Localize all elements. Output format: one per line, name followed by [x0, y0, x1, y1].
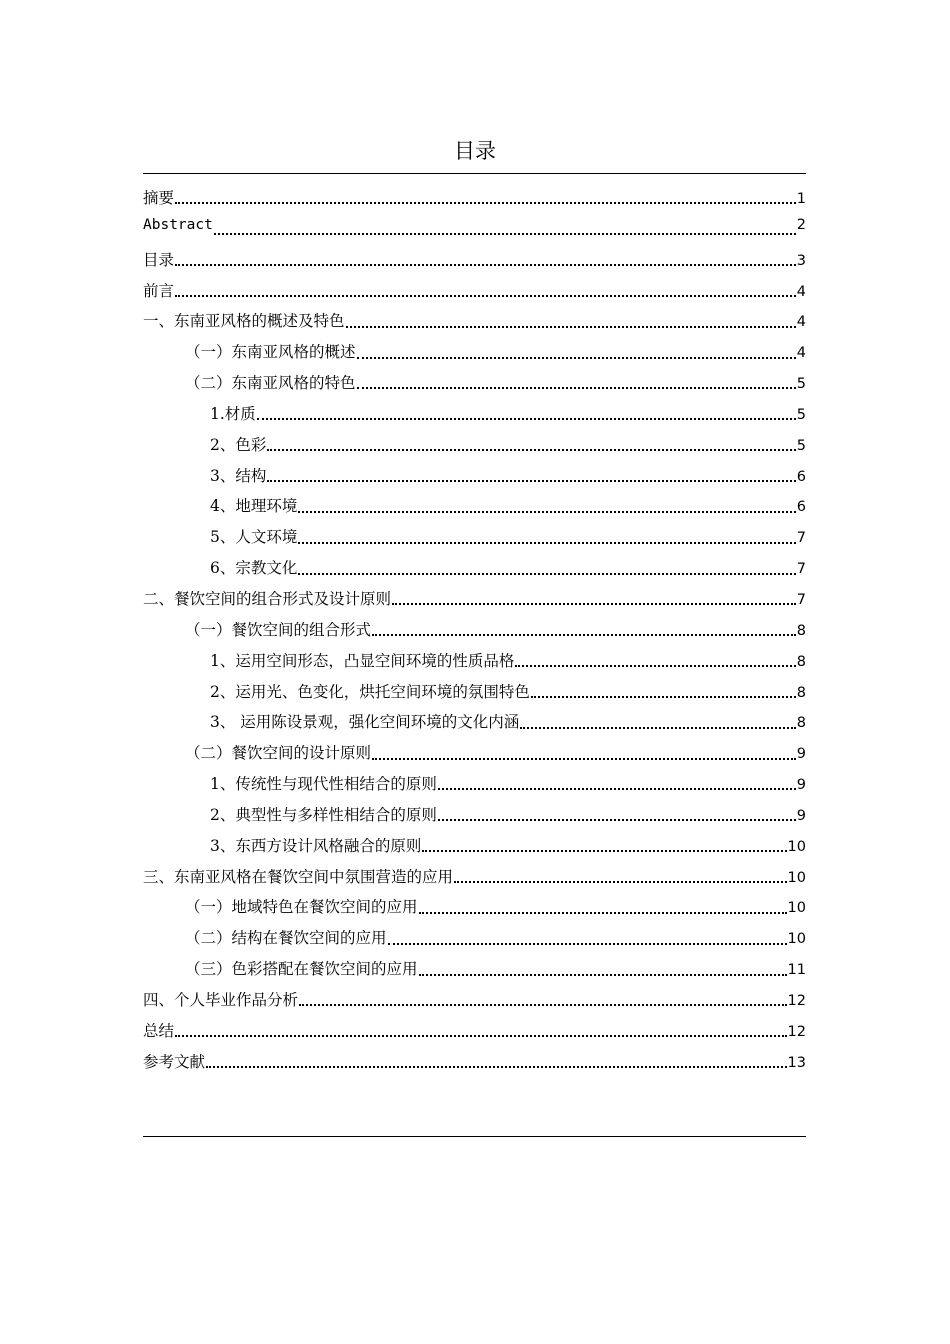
toc-entry[interactable] [143, 186, 806, 217]
toc-entry-label: （二）东南亚风格的特色 [185, 374, 356, 393]
toc-entry[interactable] [143, 279, 806, 310]
toc-dot-leader [515, 655, 795, 667]
toc-entry[interactable] [143, 340, 806, 371]
toc-entry-page-number: 5 [796, 376, 806, 393]
toc-dot-leader [175, 192, 796, 204]
toc-entry[interactable] [143, 649, 806, 680]
toc-entry[interactable] [143, 926, 806, 957]
toc-entry-label: 目录 [143, 250, 175, 269]
toc-dot-leader [422, 840, 786, 852]
toc-entry[interactable] [143, 1050, 806, 1081]
toc-entry[interactable] [143, 371, 806, 402]
toc-dot-leader [206, 1056, 787, 1068]
toc-entry[interactable] [143, 741, 806, 772]
toc-entry-label: 6、宗教文化 [210, 559, 298, 578]
toc-dot-leader [531, 686, 796, 698]
toc-entry-label: 3、 运用陈设景观，强化空间环境的文化内涵 [210, 713, 520, 732]
toc-entry-label: 一、东南亚风格的概述及特色 [143, 312, 345, 331]
toc-entry-page-number: 7 [796, 530, 806, 547]
toc-dot-leader [372, 748, 796, 760]
toc-entry-page-number: 10 [787, 931, 806, 948]
toc-dot-leader [419, 902, 787, 914]
toc-entry-page-number: 3 [796, 252, 806, 269]
toc-entry[interactable] [143, 865, 806, 896]
toc-dot-leader [175, 254, 796, 266]
toc-entry-label: 三、东南亚风格在餐饮空间中氛围营造的应用 [143, 867, 454, 886]
toc-dot-leader [175, 1025, 787, 1037]
toc-entry[interactable] [143, 803, 806, 834]
toc-dot-leader [267, 439, 795, 451]
toc-entry-label: 4、地理环境 [210, 497, 298, 516]
toc-entry-page-number: 8 [796, 715, 806, 732]
toc-entry[interactable] [143, 587, 806, 618]
toc-entry-page-number: 1 [796, 191, 806, 207]
table-of-contents [143, 186, 806, 1080]
toc-entry-label: 2、运用光、色变化，烘托空间环境的氛围特色 [210, 682, 530, 701]
toc-dot-leader [175, 285, 796, 297]
toc-dot-leader [438, 809, 796, 821]
toc-entry[interactable] [143, 1019, 806, 1050]
toc-dot-leader [454, 871, 787, 883]
toc-entry-page-number: 4 [796, 314, 806, 331]
toc-dot-leader [299, 994, 787, 1006]
toc-entry-label: （三）色彩搭配在餐饮空间的应用 [185, 960, 418, 979]
toc-dot-leader [257, 408, 796, 420]
toc-entry-page-number: 4 [796, 345, 806, 362]
toc-entry-label: 3、东西方设计风格融合的原则 [210, 836, 422, 855]
toc-entry-label: 1、传统性与现代性相结合的原则 [210, 775, 437, 794]
toc-entry-page-number: 7 [796, 561, 806, 578]
toc-entry-label: （一）地域特色在餐饮空间的应用 [185, 898, 418, 917]
toc-entry-page-number: 7 [796, 591, 806, 608]
toc-entry-page-number: 9 [796, 807, 806, 824]
toc-entry[interactable] [143, 618, 806, 649]
toc-entry[interactable] [143, 309, 806, 340]
toc-entry[interactable] [143, 556, 806, 587]
toc-entry-page-number: 13 [787, 1054, 806, 1071]
toc-entry[interactable] [143, 217, 806, 248]
toc-dot-leader [214, 223, 796, 235]
toc-entry[interactable] [143, 525, 806, 556]
toc-entry-label: （二）餐饮空间的设计原则 [185, 744, 372, 763]
toc-entry[interactable] [143, 772, 806, 803]
toc-entry-page-number: 4 [796, 283, 806, 300]
toc-entry-label: 1、运用空间形态，凸显空间环境的性质品格 [210, 651, 515, 670]
toc-entry-page-number: 12 [787, 1023, 806, 1040]
toc-entry-page-number: 11 [787, 962, 806, 979]
toc-entry-label: 5、人文环境 [210, 528, 298, 547]
toc-dot-leader [346, 316, 796, 328]
toc-dot-leader [392, 593, 796, 605]
toc-entry-label: （一）东南亚风格的概述 [185, 343, 356, 362]
toc-entry-page-number: 9 [796, 777, 806, 794]
toc-entry-page-number: 6 [796, 499, 806, 516]
toc-dot-leader [357, 347, 796, 359]
toc-entry-label: 总结 [143, 1021, 175, 1040]
toc-entry-page-number: 8 [796, 653, 806, 670]
toc-entry[interactable] [143, 464, 806, 495]
footer-divider [143, 1136, 806, 1137]
toc-entry-label: 2、色彩 [210, 435, 267, 454]
toc-entry-label: 前言 [143, 281, 175, 300]
toc-entry-page-number: 9 [796, 746, 806, 763]
toc-entry-page-number: 8 [796, 684, 806, 701]
toc-entry-label: 四、个人毕业作品分析 [143, 990, 299, 1009]
toc-entry[interactable] [143, 834, 806, 865]
toc-entry-label: 二、餐饮空间的组合形式及设计原则 [143, 589, 392, 608]
toc-entry-page-number: 10 [787, 900, 806, 917]
toc-entry-label: 3、结构 [210, 466, 267, 485]
toc-entry-page-number: 5 [796, 437, 806, 454]
toc-entry-label: （二）结构在餐饮空间的应用 [185, 929, 387, 948]
toc-entry[interactable] [143, 710, 806, 741]
toc-entry-page-number: 10 [787, 869, 806, 886]
toc-entry[interactable] [143, 402, 806, 433]
toc-entry[interactable] [143, 988, 806, 1019]
toc-entry-label: 参考文献 [143, 1052, 206, 1071]
toc-dot-leader [267, 470, 795, 482]
toc-entry[interactable] [143, 895, 806, 926]
toc-dot-leader [298, 563, 795, 575]
toc-entry-page-number: 10 [787, 838, 806, 855]
toc-entry-label: 2、典型性与多样性相结合的原则 [210, 805, 437, 824]
toc-entry[interactable] [143, 248, 806, 279]
toc-entry-label: 1.材质 [210, 404, 256, 423]
toc-entry[interactable] [143, 494, 806, 525]
toc-entry-page-number: 2 [796, 216, 806, 233]
toc-entry-label: （一）餐饮空间的组合形式 [185, 620, 372, 639]
toc-dot-leader [438, 778, 796, 790]
toc-entry[interactable] [143, 957, 806, 988]
toc-entry-page-number: 5 [796, 406, 806, 423]
toc-entry-page-number: 6 [796, 468, 806, 485]
toc-dot-leader [298, 501, 795, 513]
toc-dot-leader [388, 933, 787, 945]
toc-dot-leader [357, 377, 796, 389]
toc-entry-label: Abstract [143, 216, 213, 233]
toc-entry-label: 摘要 [143, 189, 175, 207]
toc-dot-leader [520, 717, 795, 729]
toc-entry[interactable] [143, 680, 806, 711]
toc-title: 目录 [454, 139, 496, 163]
toc-dot-leader [298, 532, 795, 544]
title-underline-divider [143, 173, 806, 174]
toc-dot-leader [419, 964, 787, 976]
toc-entry[interactable] [143, 433, 806, 464]
toc-entry-page-number: 12 [787, 992, 806, 1009]
toc-entry-page-number: 8 [796, 622, 806, 639]
toc-dot-leader [372, 624, 796, 636]
